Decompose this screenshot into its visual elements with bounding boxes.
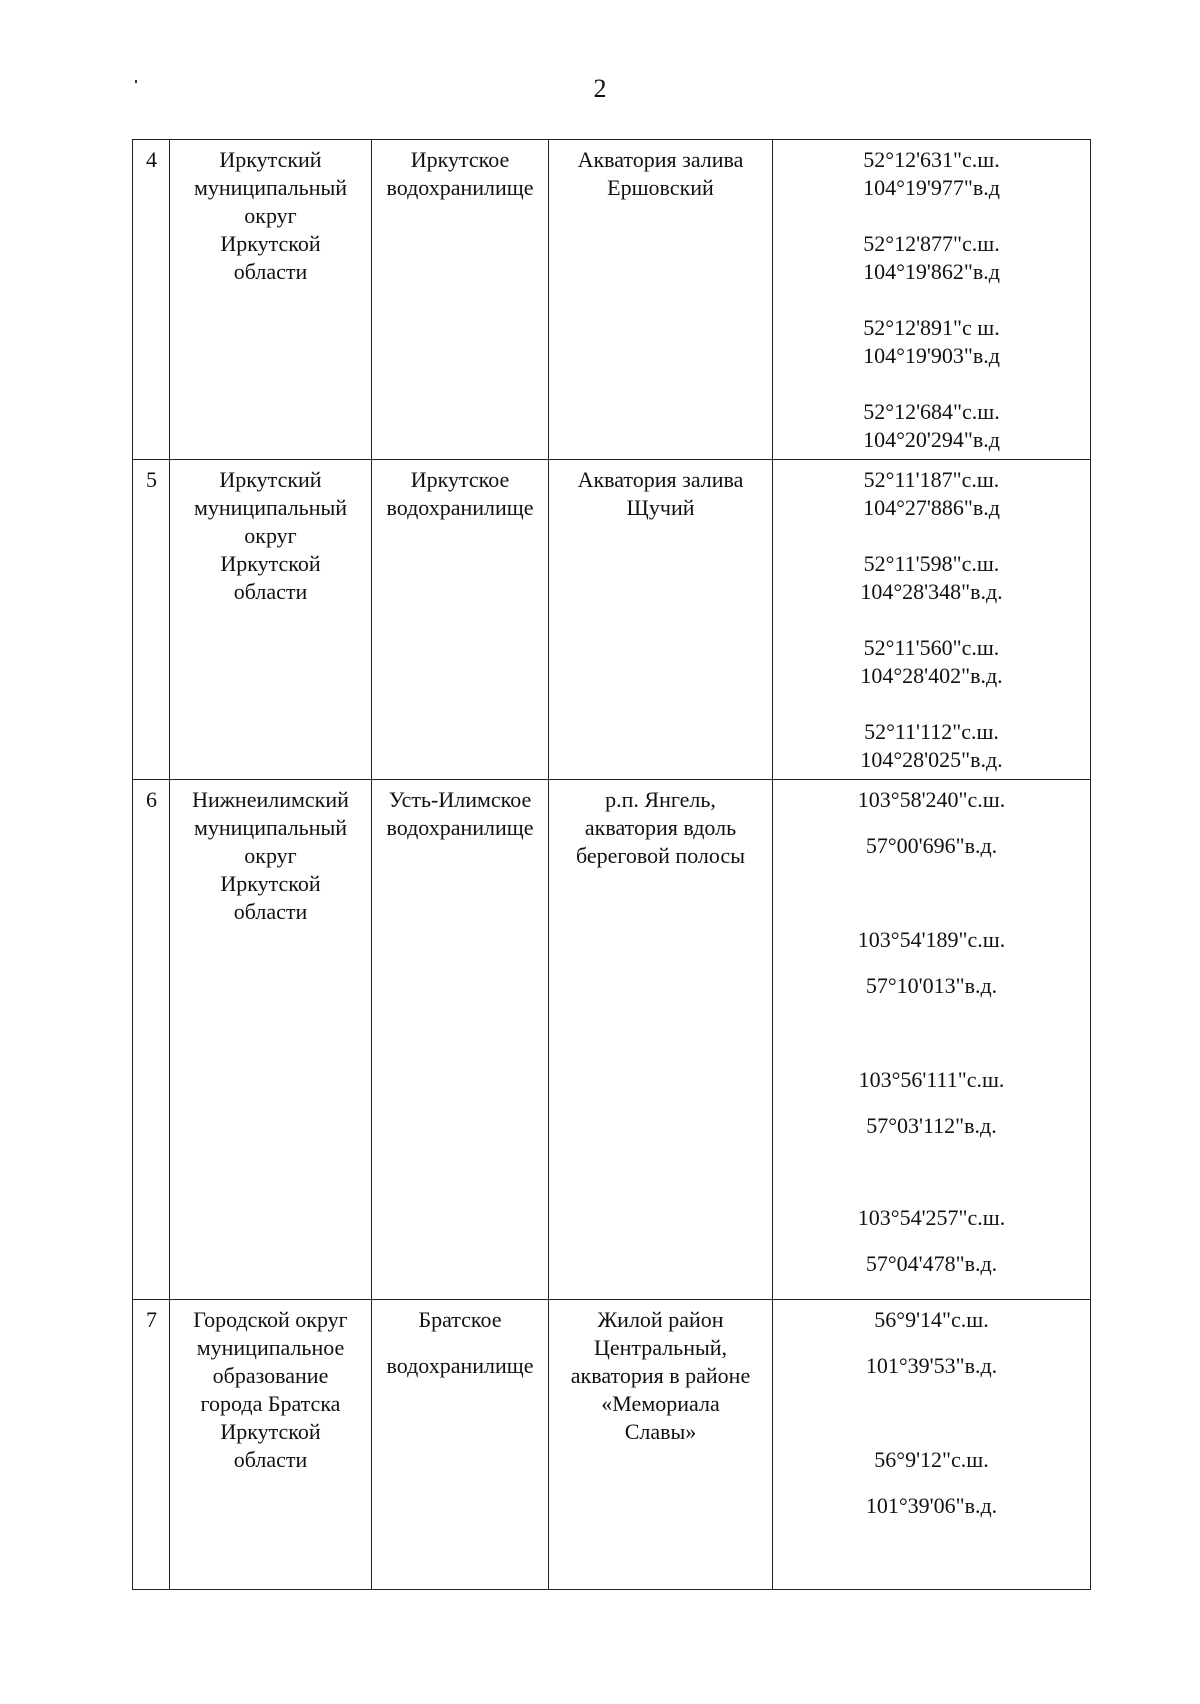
row-number: 5 <box>133 460 170 780</box>
municipality-line: Иркутской <box>220 551 321 576</box>
longitude: 101°39'06"в.д. <box>865 1493 998 1518</box>
location-cell <box>549 460 773 780</box>
table-row <box>133 780 1091 1300</box>
municipality-line: Нижнеилимский <box>192 787 349 812</box>
reservoir-line: Иркутское <box>410 467 510 492</box>
municipality-line: Иркутский <box>219 467 322 492</box>
latitude: 52°11'187"с.ш. <box>863 467 1000 492</box>
reservoir-cell <box>372 140 549 460</box>
municipality-line: муниципальный <box>193 175 348 200</box>
location-cell <box>549 780 773 1300</box>
location-line: акватория в районе <box>570 1363 751 1388</box>
location-line: Акватория залива <box>577 467 744 492</box>
municipality-line: округ <box>244 203 297 228</box>
municipality-line: округ <box>244 843 297 868</box>
municipality-line: города Братска <box>200 1391 341 1416</box>
reservoir-line: водохранилище <box>386 1353 534 1378</box>
location-line: Центральный, <box>593 1335 728 1360</box>
municipality-line: муниципальный <box>193 495 348 520</box>
latitude: 52°11'112"с.ш. <box>864 719 999 744</box>
municipality-line: области <box>233 259 308 284</box>
coordinates-cell <box>773 1300 1091 1590</box>
municipality-cell <box>170 1300 372 1590</box>
location-line: р.п. Янгель, <box>605 787 716 812</box>
municipality-cell <box>170 780 372 1300</box>
coordinates-cell <box>773 140 1091 460</box>
municipality-line: области <box>233 1447 308 1472</box>
longitude: 57°04'478"в.д. <box>865 1251 998 1276</box>
municipality-line: образование <box>212 1363 329 1388</box>
stray-mark <box>135 80 137 83</box>
page-number: 2 <box>593 74 607 103</box>
latitude: 56°9'14"с.ш. <box>874 1307 989 1332</box>
municipality-cell <box>170 460 372 780</box>
location-line: Щучий <box>626 495 695 520</box>
reservoir-line: водохранилище <box>386 495 534 520</box>
reservoir-cell <box>372 780 549 1300</box>
reservoir-line: водохранилище <box>386 815 534 840</box>
municipality-line: Иркутской <box>220 231 321 256</box>
row-number: 7 <box>133 1300 170 1590</box>
location-cell <box>549 1300 773 1590</box>
location-line: «Мемориала <box>601 1391 720 1416</box>
longitude: 104°20'294"в.д <box>863 427 1000 452</box>
location-line: Славы» <box>624 1419 697 1444</box>
latitude: 52°12'684"с.ш. <box>863 399 1000 424</box>
municipality-line: округ <box>244 523 297 548</box>
longitude: 104°19'862"в.д <box>863 259 1000 284</box>
table-row <box>133 460 1091 780</box>
location-line: Акватория залива <box>577 147 744 172</box>
municipality-line: Иркутский <box>219 147 322 172</box>
location-line: акватория вдоль <box>584 815 737 840</box>
reservoir-table <box>132 139 1091 1590</box>
reservoir-line: водохранилище <box>386 175 534 200</box>
municipality-line: муниципальное <box>196 1335 345 1360</box>
location-line: Ершовский <box>607 175 714 200</box>
location-cell <box>549 140 773 460</box>
longitude: 57°00'696"в.д. <box>865 833 998 858</box>
longitude: 104°19'977"в.д <box>863 175 1000 200</box>
municipality-line: Иркутской <box>220 1419 321 1444</box>
longitude: 57°03'112"в.д. <box>866 1113 997 1138</box>
municipality-line: Иркутской <box>220 871 321 896</box>
row-number: 6 <box>133 780 170 1300</box>
latitude: 103°56'111"с.ш. <box>858 1067 1005 1092</box>
latitude: 103°54'189"с.ш. <box>857 927 1006 952</box>
municipality-line: Городской округ <box>193 1307 348 1332</box>
row-number: 4 <box>133 140 170 460</box>
longitude: 104°28'025"в.д. <box>860 747 1003 772</box>
reservoir-cell <box>372 460 549 780</box>
longitude: 104°28'348"в.д. <box>860 579 1003 604</box>
reservoir-line: Усть-Илимское <box>388 787 532 812</box>
location-line: Жилой район <box>597 1307 724 1332</box>
coordinates-cell <box>773 460 1091 780</box>
reservoir-cell <box>372 1300 549 1590</box>
longitude: 104°27'886"в.д <box>863 495 1000 520</box>
latitude: 56°9'12"с.ш. <box>874 1447 989 1472</box>
longitude: 57°10'013"в.д. <box>865 973 998 998</box>
municipality-line: муниципальный <box>193 815 348 840</box>
latitude: 52°12'891"с ш. <box>863 315 1000 340</box>
longitude: 104°28'402"в.д. <box>860 663 1003 688</box>
reservoir-line: Братское <box>418 1307 502 1332</box>
latitude: 52°12'631"с.ш. <box>863 147 1000 172</box>
table-row <box>133 1300 1091 1590</box>
municipality-line: области <box>233 899 308 924</box>
latitude: 52°11'560"с.ш. <box>863 635 1000 660</box>
municipality-line: области <box>233 579 308 604</box>
reservoir-line: Иркутское <box>410 147 510 172</box>
latitude: 103°54'257"с.ш. <box>857 1205 1006 1230</box>
coordinates-cell <box>773 780 1091 1300</box>
longitude: 104°19'903"в.д <box>863 343 1000 368</box>
location-line: береговой полосы <box>576 843 745 868</box>
latitude: 52°12'877"с.ш. <box>863 231 1000 256</box>
table-row <box>133 140 1091 460</box>
latitude: 52°11'598"с.ш. <box>863 551 1000 576</box>
latitude: 103°58'240"с.ш. <box>857 787 1006 812</box>
longitude: 101°39'53"в.д. <box>865 1353 998 1378</box>
municipality-cell <box>170 140 372 460</box>
